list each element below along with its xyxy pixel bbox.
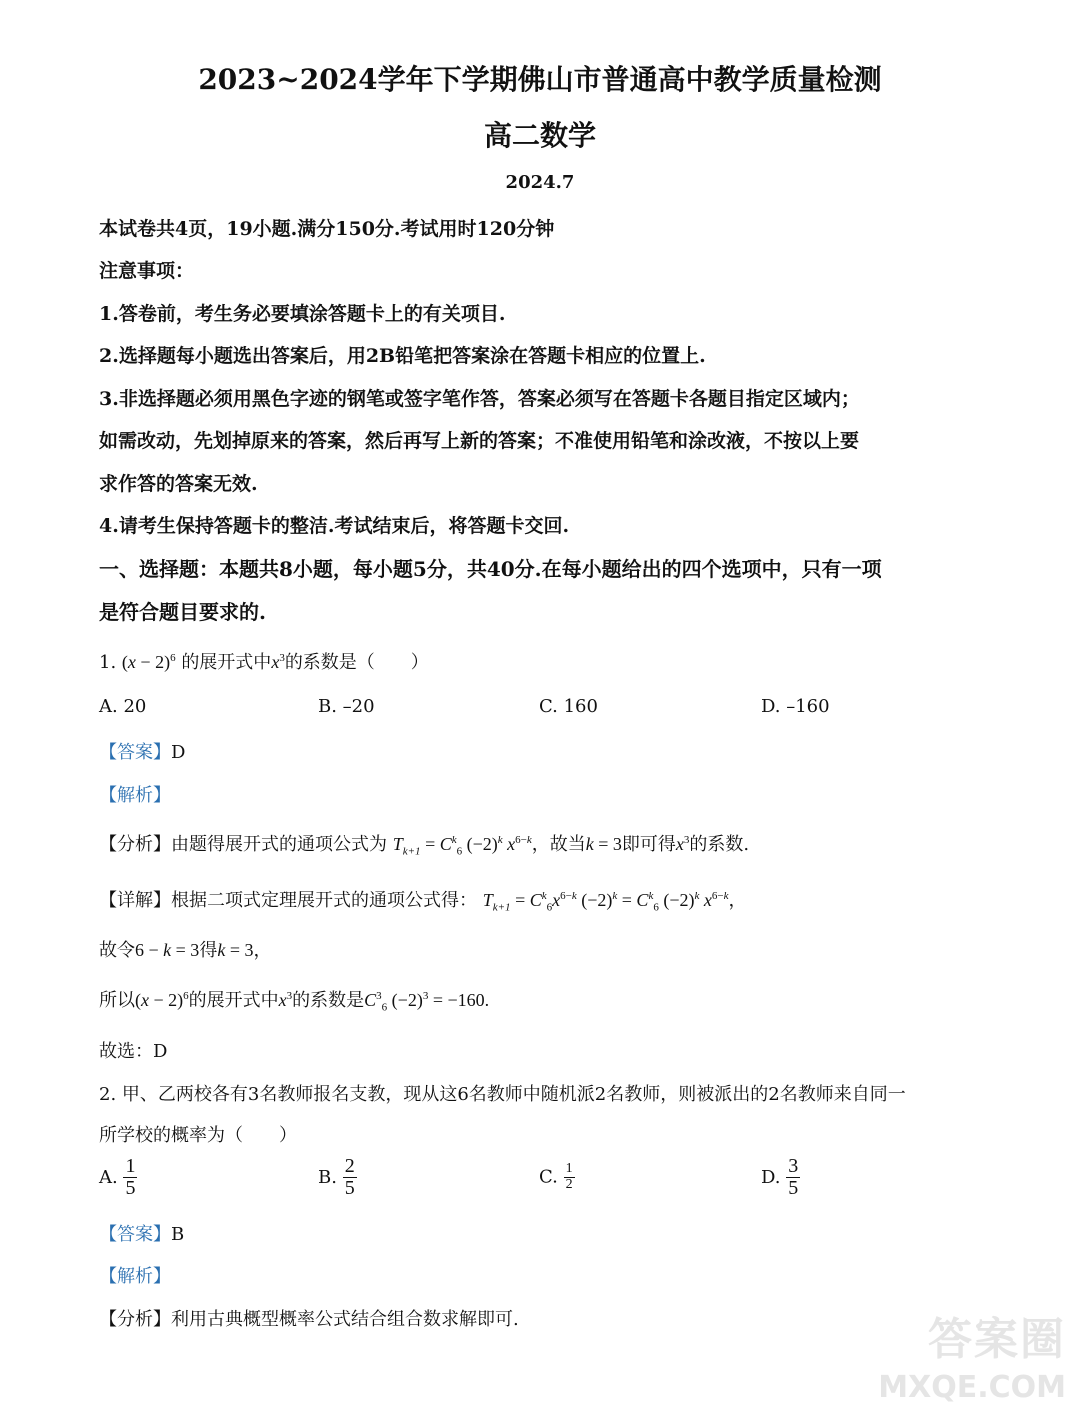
fenxi-line — [99, 830, 749, 856]
note-item-3-cont: 如需改动，先划掉原来的答案，然后再写上新的答案；不准使用铅笔和涂改液，不按以上要 — [99, 430, 860, 452]
q2-c-den: 2 — [565, 1176, 573, 1192]
formula-coefficient: $C^3_6$ $(-2)^3 = -160$. — [364, 990, 490, 1014]
xiangjie-text: 根据二项式定理展开式的通项公式得： — [171, 890, 477, 911]
result-text-b: 的展开式中 — [188, 990, 279, 1011]
q2-option-c-label: C. — [539, 1166, 558, 1188]
formula-expression: $(x - 2)^6$ — [121, 652, 176, 672]
result-text-c: 的系数是 — [292, 990, 365, 1011]
q2-a-den: 5 — [125, 1177, 136, 1199]
formula-x3c: $x^3$ — [278, 990, 293, 1010]
q2-b-num: 2 — [344, 1155, 355, 1177]
xiangjie-label: 【详解】 — [99, 890, 171, 911]
q2-option-b-label: B. — [318, 1167, 337, 1188]
question-1-stem — [99, 648, 429, 674]
note-item-1: 1.答卷前，考生务必要填涂答题卡上的有关项目. — [99, 303, 506, 325]
xiangjie-line — [99, 886, 746, 912]
note-item-4: 4.请考生保持答题卡的整洁.考试结束后，将答题卡交回. — [99, 515, 570, 537]
result-line — [99, 986, 489, 1012]
solve-text-a: 故令 — [99, 940, 135, 961]
notes-heading: 注意事项： — [99, 260, 195, 282]
q2-fenxi-line — [99, 1305, 519, 1331]
result-text-a: 所以 — [99, 990, 135, 1011]
exam-summary: 本试卷共4页，19小题.满分150分.考试用时120分钟 — [99, 218, 555, 240]
q2-answer-value: B — [171, 1224, 185, 1245]
q2-a-num: 1 — [125, 1155, 136, 1177]
formula-expansion: $T_{k+1} = C^k_6x^{6-k}$ $(-2)^k = C^k_6$ $(-2)^k$ $x^{6-k}$， — [482, 890, 747, 914]
watermark-logo: 答案圈 — [928, 1314, 1066, 1365]
note-item-2: 2.选择题每小题选出答案后，用2B铅笔把答案涂在答题卡相应的位置上. — [99, 345, 706, 367]
answer-label: 【答案】 — [99, 742, 171, 763]
fenxi-text-a: 由题得展开式的通项公式为 — [171, 834, 387, 855]
answer-line — [99, 738, 185, 764]
stem-text: 的展开式中 — [181, 652, 272, 673]
formula-general-term: $T_{k+1} = C^k_6$ $(-2)^k$ $x^{6-k}$ — [392, 834, 532, 858]
option-b: B. –20 — [318, 696, 375, 717]
page-title: 2023~2024学年下学期佛山市普通高中教学质量检测 — [198, 63, 882, 96]
q2-option-c — [539, 1162, 575, 1192]
stem-tail: 的系数是（ ） — [284, 652, 429, 673]
formula-k3c: k = 3， — [217, 940, 272, 960]
q2-option-a-label: A. — [99, 1167, 118, 1188]
question-2-stem-cont: 所学校的概率为（ ） — [99, 1125, 297, 1146]
q2-option-d — [761, 1156, 800, 1199]
subject-title: 高二数学 — [483, 119, 596, 152]
formula-k3: k = 3 — [585, 834, 622, 854]
fenxi-text-d: 的系数. — [689, 834, 750, 855]
q2-option-a-fraction — [123, 1156, 137, 1199]
q2-d-den: 5 — [788, 1177, 799, 1199]
solve-text-b: 得 — [199, 940, 218, 961]
q2-d-num: 3 — [788, 1155, 799, 1177]
q2-c-num: 1 — [565, 1161, 573, 1176]
option-d: D. –160 — [761, 696, 830, 717]
fenxi-text-b: ，故当 — [531, 834, 586, 855]
q2-option-a — [99, 1156, 137, 1199]
q2-b-den: 5 — [344, 1177, 355, 1199]
q2-option-d-label: D. — [761, 1167, 781, 1188]
formula-x3: $x^3$ — [271, 652, 285, 672]
choice-line: 故选：D — [99, 1041, 168, 1062]
solve-line — [99, 936, 271, 962]
analysis-label: 【解析】 — [99, 785, 171, 806]
q2-option-d-fraction — [786, 1156, 800, 1199]
q2-fenxi-text: 利用古典概型概率公式结合组合数求解即可. — [171, 1309, 519, 1330]
q2-analysis-label: 【解析】 — [99, 1266, 171, 1287]
q2-answer-line — [99, 1220, 184, 1246]
fenxi-text-c: 即可得 — [621, 834, 676, 855]
option-c: C. 160 — [539, 696, 598, 717]
note-item-3-end: 求作答的答案无效. — [99, 473, 258, 495]
formula-binomial: $(x - 2)^6$ — [135, 990, 189, 1010]
answer-value: D — [171, 742, 186, 763]
formula-x3b: $x^3$ — [675, 834, 690, 854]
q2-option-c-fraction — [564, 1162, 575, 1192]
formula-solve: 6 − k = 3 — [135, 940, 200, 960]
fenxi-label: 【分析】 — [99, 834, 171, 855]
q2-option-b-fraction — [343, 1156, 357, 1199]
q2-answer-label: 【答案】 — [99, 1224, 171, 1245]
q2-option-b — [318, 1156, 357, 1199]
exam-date: 2024.7 — [505, 172, 575, 193]
section-heading-cont: 是符合题目要求的. — [99, 600, 266, 624]
section-heading: 一、选择题：本题共8小题，每小题5分，共40分.在每小题给出的四个选项中，只有一项 — [99, 557, 882, 581]
option-a: A. 20 — [99, 696, 147, 717]
note-item-3: 3.非选择题必须用黑色字迹的钢笔或签字笔作答，答案必须写在答题卡各题目指定区域内； — [99, 388, 860, 410]
watermark-url: MXQE.COM — [878, 1370, 1066, 1405]
question-number: 1. — [99, 652, 117, 673]
q2-fenxi-label: 【分析】 — [99, 1309, 171, 1330]
question-2-stem: 2. 甲、乙两校各有3名教师报名支教，现从这6名教师中随机派2名教师，则被派出的2名教师来自同一 — [99, 1084, 906, 1105]
